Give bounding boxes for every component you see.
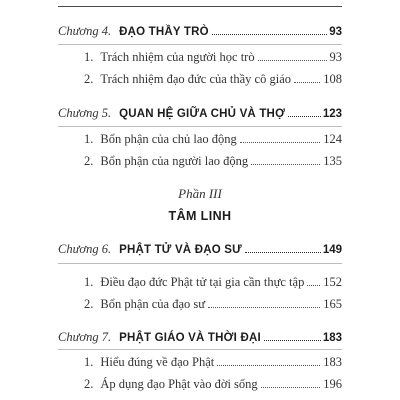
item-page-number: 165 bbox=[323, 297, 342, 311]
item-title: Hiểu đúng về đạo Phật bbox=[100, 355, 215, 369]
dot-leader bbox=[258, 60, 327, 61]
item-page-number: 196 bbox=[323, 377, 342, 391]
item-title: Áp dụng đạo Phật vào đời sống bbox=[100, 377, 258, 391]
chapter-7-entry bbox=[58, 330, 342, 345]
item-page-number: 93 bbox=[329, 50, 342, 64]
item-title: Trách nhiệm đạo đức của thầy cô giáo bbox=[100, 72, 292, 86]
chapter-divider bbox=[58, 126, 342, 127]
item-number: 1. bbox=[84, 50, 94, 64]
item-number: 1. bbox=[84, 355, 94, 369]
dot-leader bbox=[261, 387, 321, 388]
top-rule bbox=[58, 6, 342, 7]
chapter-4-entry bbox=[58, 24, 342, 39]
item-page-number: 108 bbox=[323, 72, 342, 86]
chapter-page-number: 93 bbox=[329, 26, 342, 38]
toc-item bbox=[84, 154, 342, 169]
chapter-divider bbox=[58, 263, 342, 264]
item-number: 2. bbox=[84, 377, 94, 391]
chapter-divider bbox=[58, 349, 342, 350]
item-title: Bổn phận của người lao động bbox=[100, 154, 249, 168]
part-title: TÂM LINH bbox=[168, 209, 232, 223]
dot-leader bbox=[307, 285, 320, 286]
chapter-title: PHẬT TỬ VÀ ĐẠO SƯ bbox=[119, 244, 242, 256]
item-page-number: 135 bbox=[323, 154, 342, 168]
chapter-label: Chương 6. bbox=[58, 242, 112, 256]
toc-item bbox=[84, 275, 342, 290]
chapter-page-number: 183 bbox=[322, 332, 342, 344]
item-number: 1. bbox=[84, 275, 94, 289]
chapter-label: Chương 7. bbox=[58, 330, 112, 344]
dot-leader bbox=[208, 307, 320, 308]
item-page-number: 124 bbox=[323, 132, 342, 146]
chapter-label: Chương 5. bbox=[58, 106, 112, 120]
item-title: Điều đạo đức Phật tử tại gia cần thực tập bbox=[100, 275, 305, 289]
dot-leader bbox=[245, 252, 321, 253]
chapter-label: Chương 4. bbox=[58, 24, 112, 38]
item-number: 2. bbox=[84, 297, 94, 311]
toc-item bbox=[84, 72, 342, 87]
item-page-number: 152 bbox=[323, 275, 342, 289]
chapter-title: PHẬT GIÁO VÀ THỜI ĐẠI bbox=[119, 332, 261, 344]
item-number: 2. bbox=[84, 154, 94, 168]
chapter-divider bbox=[58, 44, 342, 45]
toc-item bbox=[84, 355, 342, 370]
dot-leader bbox=[251, 164, 320, 165]
toc-item bbox=[84, 297, 342, 312]
dot-leader bbox=[217, 365, 320, 366]
item-title: Trách nhiệm của người học trò bbox=[100, 50, 255, 64]
dot-leader bbox=[212, 34, 327, 35]
toc-item bbox=[84, 377, 342, 392]
chapter-page-number: 123 bbox=[322, 108, 342, 120]
part-label: Phần III bbox=[178, 186, 222, 201]
toc-item bbox=[84, 50, 342, 65]
dot-leader bbox=[240, 142, 320, 143]
item-number: 2. bbox=[84, 72, 94, 86]
item-title: Bổn phận của đạo sư bbox=[100, 297, 206, 311]
chapter-6-entry bbox=[58, 242, 342, 257]
item-title: Bổn phận của chủ lao động bbox=[100, 132, 237, 146]
chapter-title: ĐẠO THẦY TRÒ bbox=[119, 26, 209, 38]
chapter-title: QUAN HỆ GIỮA CHỦ VÀ THỢ bbox=[119, 108, 286, 120]
toc-item bbox=[84, 132, 342, 147]
chapter-5-entry bbox=[58, 106, 342, 121]
chapter-page-number: 149 bbox=[322, 244, 342, 256]
dot-leader bbox=[264, 340, 321, 341]
item-page-number: 183 bbox=[323, 355, 342, 369]
dot-leader bbox=[294, 82, 320, 83]
dot-leader bbox=[288, 116, 321, 117]
item-number: 1. bbox=[84, 132, 94, 146]
